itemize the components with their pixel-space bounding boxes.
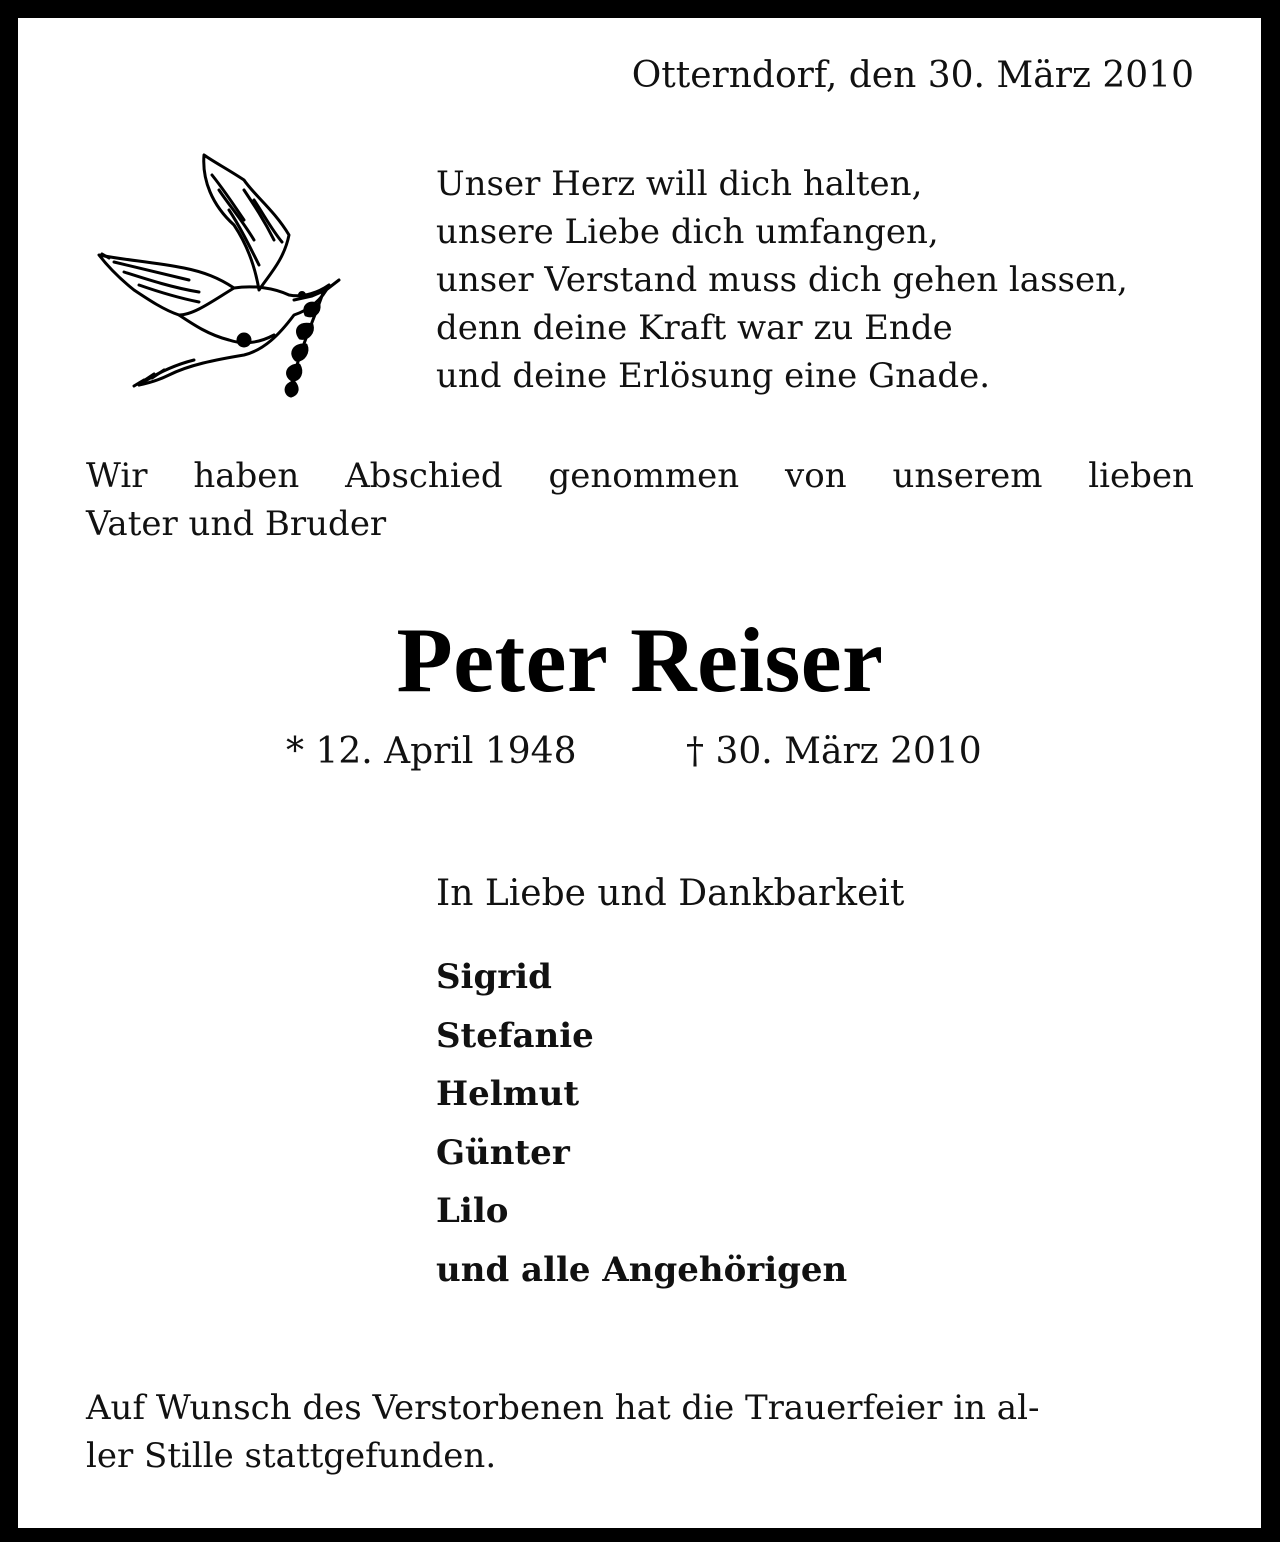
death-date: † 30. März 2010 (686, 731, 982, 772)
mourner-name: und alle Angehörigen (436, 1249, 848, 1290)
birth-date: * 12. April 1948 (286, 731, 577, 772)
life-dates (286, 728, 982, 776)
mourner-name: Lilo (436, 1191, 509, 1231)
mourner-name: Stefanie (436, 1015, 594, 1056)
mourner-list (436, 948, 847, 1299)
farewell-line-2: Vater und Bruder (86, 504, 387, 544)
farewell-word: haben (193, 456, 300, 496)
poem-line: unsere Liebe dich umfangen, (436, 212, 939, 252)
mourner-name: Helmut (436, 1074, 580, 1114)
poem-line: Unser Herz will dich halten, (436, 164, 923, 204)
farewell-word: lieben (1088, 456, 1194, 496)
dove-with-olive-branch-icon (94, 150, 344, 400)
farewell-word: Wir (86, 456, 148, 496)
farewell-word: unserem (892, 456, 1043, 496)
farewell-text (86, 452, 1194, 548)
farewell-word: genommen (548, 456, 740, 496)
farewell-word: Abschied (345, 456, 503, 496)
mourner-name: Sigrid (436, 957, 552, 997)
poem-line: unser Verstand muss dich gehen lassen, (436, 260, 1128, 300)
poem (436, 160, 1216, 400)
deceased-name: Peter Reiser (396, 609, 884, 711)
poem-line: und deine Erlösung eine Gnade. (436, 356, 991, 396)
mourners-intro: In Liebe und Dankbarkeit (436, 873, 905, 914)
closing-note (86, 1384, 1194, 1480)
poem-line: denn deine Kraft war zu Ende (436, 308, 953, 348)
farewell-word: von (785, 456, 847, 496)
place-date: Otterndorf, den 30. März 2010 (631, 55, 1194, 96)
mourner-name: Günter (436, 1132, 570, 1173)
closing-line: ler Stille stattgefunden. (86, 1436, 497, 1476)
closing-line: Auf Wunsch des Verstorbenen hat die Trauerfeier in al- (86, 1388, 1040, 1428)
farewell-line-1 (86, 452, 1194, 500)
